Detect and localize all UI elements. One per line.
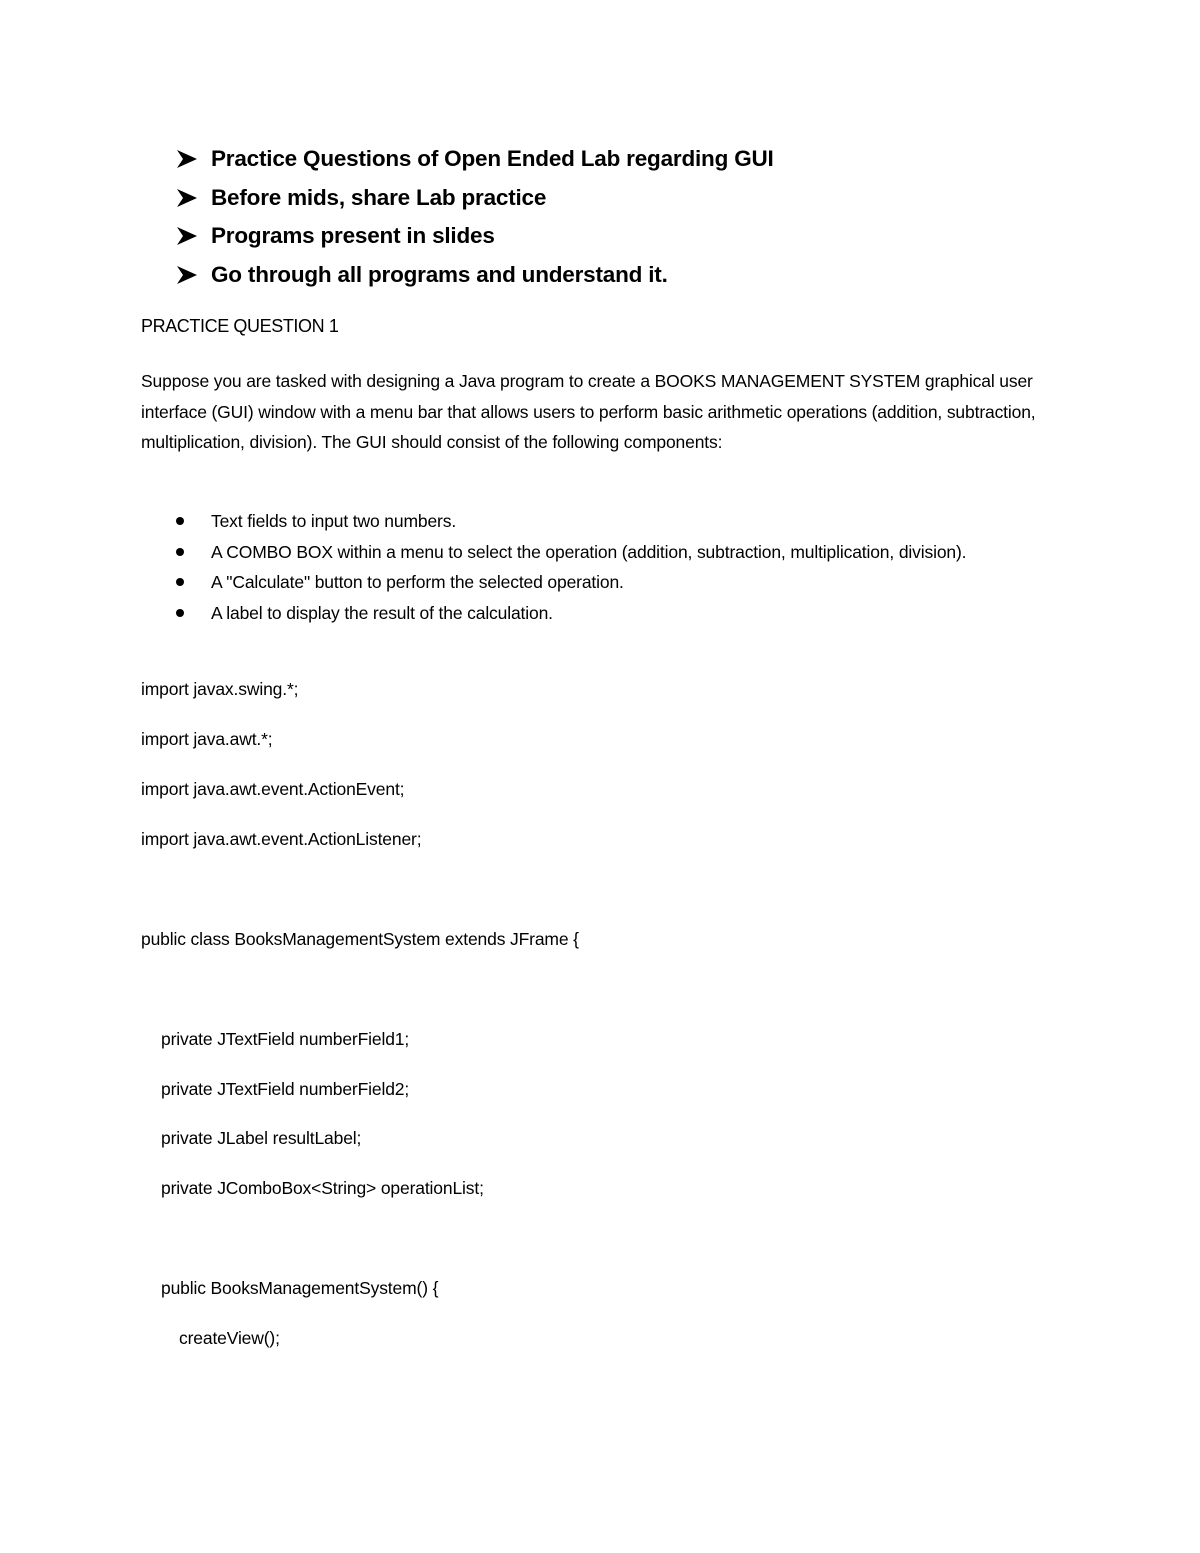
arrow-bullet-icon [176, 149, 198, 169]
bullet-dot-icon [176, 609, 184, 617]
list-item-text: A COMBO BOX within a menu to select the operation (addition, subtraction, multiplication, division). [211, 541, 967, 562]
bullet-dot-icon [176, 578, 184, 586]
arrow-list-item [176, 256, 774, 295]
question-paragraph: Suppose you are tasked with designing a Java program to create a BOOKS MANAGEMENT SYSTEM graphical user interface (GUI) window with a menu bar that allows users to perform basic arithmetic operations (addition, subtraction, multiplication, division). The GUI should consist of the following components: [141, 371, 1036, 452]
code-line: import java.awt.*; [141, 729, 273, 749]
arrow-item-text: Before mids, share Lab practice [211, 184, 547, 210]
code-line: public class BooksManagementSystem extends JFrame { [141, 929, 579, 949]
list-item-text: A label to display the result of the calculation. [211, 602, 553, 623]
arrow-item-text: Practice Questions of Open Ended Lab regarding GUI [211, 146, 774, 172]
arrow-item-text: Programs present in slides [211, 223, 495, 249]
arrow-bullet-icon [176, 226, 198, 246]
list-item-text: A "Calculate" button to perform the selected operation. [211, 572, 624, 592]
arrow-list-item [176, 179, 774, 218]
code-line: createView(); [179, 1328, 280, 1348]
arrow-bullet-icon [176, 265, 198, 285]
code-line: public BooksManagementSystem() { [161, 1278, 439, 1298]
code-line: import java.awt.event.ActionListener; [141, 829, 422, 849]
list-item [141, 567, 1031, 598]
arrow-list-item [176, 217, 774, 256]
question-heading: PRACTICE QUESTION 1 [141, 316, 339, 336]
bullet-dot-icon [176, 548, 184, 556]
code-line: import java.awt.event.ActionEvent; [141, 779, 405, 799]
arrow-bullet-icon [176, 188, 198, 208]
list-item-text: Text fields to input two numbers. [211, 511, 457, 531]
components-bullet-list [141, 506, 1031, 628]
list-item [141, 598, 1031, 629]
bullet-dot-icon [176, 517, 184, 525]
code-line: import javax.swing.*; [141, 679, 299, 699]
list-item [141, 537, 1031, 568]
code-line: private JLabel resultLabel; [161, 1128, 362, 1148]
list-item [141, 506, 1031, 537]
arrow-bullet-list [176, 140, 774, 294]
arrow-list-item [176, 140, 774, 179]
arrow-item-text: Go through all programs and understand it. [211, 261, 668, 287]
code-line: private JTextField numberField2; [161, 1079, 410, 1099]
code-line: private JTextField numberField1; [161, 1029, 410, 1049]
code-line: private JComboBox<String> operationList; [161, 1178, 484, 1198]
